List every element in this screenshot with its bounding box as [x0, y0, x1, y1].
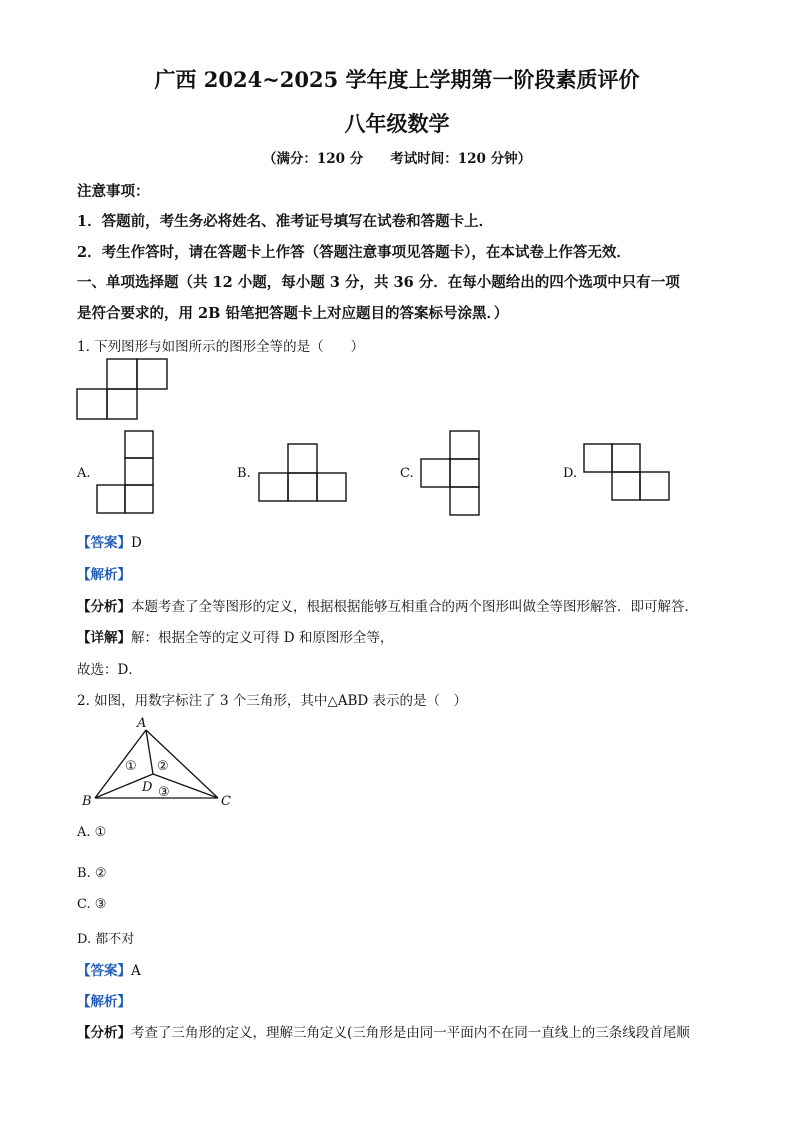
q2-option-b: B. ②	[77, 866, 107, 881]
q2-option-a: A. ①	[77, 825, 107, 840]
fenxi-tag: 【分析】	[77, 1025, 131, 1041]
answer-tag: 【答案】	[77, 963, 131, 979]
vertex-d-label: D	[142, 780, 153, 795]
vertex-c-label: C	[221, 794, 231, 809]
q2-answer-value: A	[131, 963, 141, 979]
note-item-1: 1．答题前，考生务必将姓名、准考证号填写在试卷和答题卡上．	[77, 213, 494, 230]
section-heading-line1: 一、单项选择题（共 12 小题，每小题 3 分，共 36 分．在每小题给出的四个选项中只有一项	[77, 274, 680, 291]
exam-meta: （满分：120 分 考试时间：120 分钟）	[262, 151, 532, 167]
q2-answer	[77, 959, 141, 979]
fenxi-tag: 【分析】	[77, 599, 131, 615]
q1-option-a-label: A.	[77, 466, 91, 481]
q1-option-c-label: C.	[400, 466, 414, 481]
q1-fenxi-text: 本题考查了全等图形的定义，根据根据能够互相重合的两个图形叫做全等图形解答．即可解答．	[131, 599, 698, 615]
q2-option-c: C. ③	[77, 897, 107, 912]
analysis-tag: 【解析】	[77, 567, 131, 583]
q2-stem: 2. 如图，用数字标注了 3 个三角形，其中△ABD 表示的是（ ）	[77, 693, 468, 709]
q1-conclusion: 故选：D．	[77, 662, 142, 678]
q2-fenxi	[77, 1021, 690, 1041]
q2-analysis-tag	[77, 990, 131, 1010]
region-1-label: ①	[125, 759, 137, 774]
vertex-a-label: A	[137, 716, 147, 731]
q1-answer-value: D	[131, 535, 142, 551]
region-3-label: ③	[158, 785, 170, 800]
vertex-b-label: B	[82, 794, 92, 809]
q1-option-b-label: B.	[237, 466, 251, 481]
page-title: 广西 2024~2025 学年度上学期第一阶段素质评价	[154, 67, 640, 92]
section-heading-line2: 是符合要求的，用 2B 铅笔把答题卡上对应题目的答案标号涂黑．）	[77, 305, 509, 322]
xiangjie-tag: 【详解】	[77, 630, 131, 646]
analysis-tag: 【解析】	[77, 994, 131, 1010]
q2-option-d: D. 都不对	[77, 932, 135, 947]
notes-heading: 注意事项：	[77, 183, 150, 200]
page-subtitle: 八年级数学	[344, 111, 450, 136]
q2-fenxi-text: 考查了三角形的定义，理解三角定义(三角形是由同一平面内不在同一直线上的三条线段首尾顺	[131, 1025, 690, 1041]
region-2-label: ②	[157, 759, 169, 774]
note-item-2: 2．考生作答时，请在答题卡上作答（答题注意事项见答题卡），在本试卷上作答无效．	[77, 244, 631, 261]
answer-tag: 【答案】	[77, 535, 131, 551]
q1-xiangjie-text: 解：根据全等的定义可得 D 和原图形全等，	[131, 630, 394, 646]
q1-option-d-label: D.	[563, 466, 578, 481]
q1-stem: 1. 下列图形与如图所示的图形全等的是（ ）	[77, 339, 365, 355]
